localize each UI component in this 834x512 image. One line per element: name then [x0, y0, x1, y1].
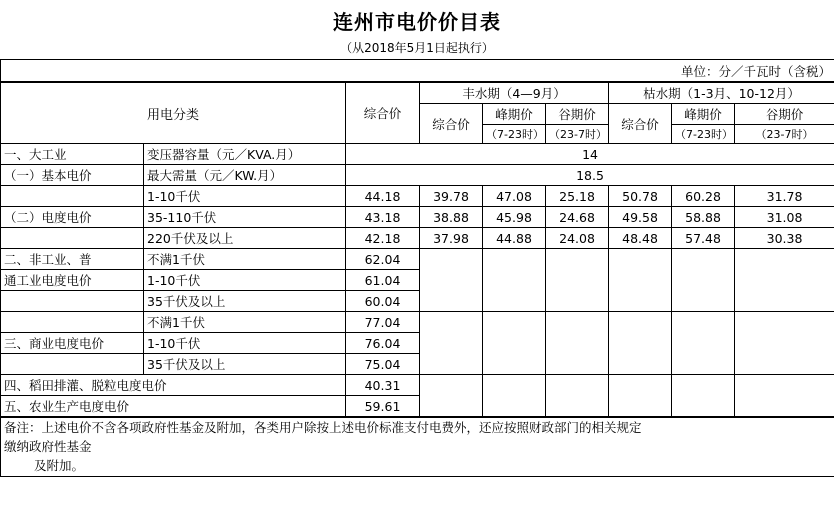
- page-title: 连州市电价价目表: [333, 10, 501, 34]
- price-table: [0, 82, 834, 417]
- cell-comprehensive: 44.18: [346, 186, 420, 207]
- cell-dry-peak: [672, 375, 735, 417]
- cell-dry-valley: [735, 312, 834, 375]
- cell-dry-comprehensive: 48.48: [609, 228, 672, 249]
- table-row: [1, 165, 834, 186]
- row-group-label: （二）电度电价: [1, 207, 144, 228]
- row-item-label: 1-10千伏: [144, 186, 346, 207]
- cell-dry-peak: [672, 312, 735, 375]
- row-group-label: [1, 291, 144, 312]
- cell-dry-peak: 60.28: [672, 186, 735, 207]
- header-dry-peak: 峰期价: [672, 104, 735, 125]
- cell-wet-comprehensive: [420, 312, 483, 375]
- page-subtitle: （从2018年5月1日起执行）: [340, 41, 494, 55]
- cell-dry-valley: 30.38: [735, 228, 834, 249]
- cell-wet-valley: 24.08: [546, 228, 609, 249]
- header-comprehensive-price: 综合价: [346, 83, 420, 144]
- note-table: [0, 417, 834, 477]
- row-group-label: 四、稻田排灌、脱粒电度电价: [1, 375, 346, 396]
- cell-wet-peak: [483, 312, 546, 375]
- row-group-label: 五、农业生产电度电价: [1, 396, 346, 417]
- note-row: [1, 418, 834, 477]
- header-dry-peak-time: （7-23时）: [672, 125, 735, 144]
- table-row: [1, 228, 834, 249]
- header-wet-valley: 谷期价: [546, 104, 609, 125]
- cell-comprehensive: 61.04: [346, 270, 420, 291]
- cell-wet-peak: [483, 249, 546, 312]
- row-item-label: 220千伏及以上: [144, 228, 346, 249]
- note-line-2: 缴纳政府性基金: [4, 438, 92, 454]
- row-merged-value: 14: [346, 144, 834, 165]
- note-cell: [1, 418, 834, 477]
- cell-dry-peak: 57.48: [672, 228, 735, 249]
- header-dry-comprehensive: 综合价: [609, 104, 672, 144]
- row-group-label: 一、大工业: [1, 144, 144, 165]
- header-category: 用电分类: [1, 83, 346, 144]
- cell-comprehensive: 60.04: [346, 291, 420, 312]
- header-dry-valley: 谷期价: [735, 104, 834, 125]
- unit-note: 单位：分／千瓦时（含税）: [1, 60, 834, 82]
- cell-dry-valley: 31.78: [735, 186, 834, 207]
- cell-comprehensive: 40.31: [346, 375, 420, 396]
- cell-dry-peak: 58.88: [672, 207, 735, 228]
- cell-wet-peak: 45.98: [483, 207, 546, 228]
- row-item-label: 35千伏及以上: [144, 354, 346, 375]
- cell-dry-valley: [735, 249, 834, 312]
- header-wet-season: 丰水期（4—9月）: [420, 83, 609, 104]
- header-dry-season: 枯水期（1-3月、10-12月）: [609, 83, 834, 104]
- cell-comprehensive: 62.04: [346, 249, 420, 270]
- header-wet-peak: 峰期价: [483, 104, 546, 125]
- row-merged-value: 18.5: [346, 165, 834, 186]
- unit-note-table: [0, 59, 834, 82]
- header-row-1: [1, 83, 834, 104]
- table-row: [1, 249, 834, 270]
- cell-dry-comprehensive: [609, 249, 672, 312]
- cell-wet-valley: [546, 312, 609, 375]
- cell-comprehensive: 43.18: [346, 207, 420, 228]
- cell-comprehensive: 59.61: [346, 396, 420, 417]
- row-item-label: 不满1千伏: [144, 312, 346, 333]
- cell-dry-valley: 31.08: [735, 207, 834, 228]
- row-item-label: 最大需量（元／KW.月）: [144, 165, 346, 186]
- cell-wet-valley: [546, 375, 609, 417]
- table-row: [1, 375, 834, 396]
- row-group-label: [1, 312, 144, 333]
- header-wet-peak-time: （7-23时）: [483, 125, 546, 144]
- row-group-label: [1, 228, 144, 249]
- cell-wet-comprehensive: 37.98: [420, 228, 483, 249]
- cell-dry-comprehensive: [609, 375, 672, 417]
- header-wet-valley-time: （23-7时）: [546, 125, 609, 144]
- cell-dry-comprehensive: 50.78: [609, 186, 672, 207]
- note-line-3: 及附加。: [34, 457, 85, 473]
- row-group-label: 三、商业电度电价: [1, 333, 144, 354]
- cell-dry-comprehensive: 49.58: [609, 207, 672, 228]
- cell-wet-comprehensive: [420, 249, 483, 312]
- row-group-label: 通工业电度电价: [1, 270, 144, 291]
- cell-dry-valley: [735, 375, 834, 417]
- cell-wet-comprehensive: [420, 375, 483, 417]
- cell-dry-peak: [672, 249, 735, 312]
- row-item-label: 35千伏及以上: [144, 291, 346, 312]
- row-group-label: （一）基本电价: [1, 165, 144, 186]
- cell-wet-peak: 47.08: [483, 186, 546, 207]
- row-item-label: 不满1千伏: [144, 249, 346, 270]
- table-row: [1, 207, 834, 228]
- row-item-label: 变压器容量（元／KVA.月）: [144, 144, 346, 165]
- cell-comprehensive: 75.04: [346, 354, 420, 375]
- cell-comprehensive: 76.04: [346, 333, 420, 354]
- row-group-label: [1, 354, 144, 375]
- note-line-1: 备注：上述电价不含各项政府性基金及附加，各类用户除按上述电价标准支付电费外，还应按照财政部门的相关规定: [4, 420, 642, 435]
- cell-comprehensive: 77.04: [346, 312, 420, 333]
- cell-wet-peak: 44.88: [483, 228, 546, 249]
- row-group-label: [1, 186, 144, 207]
- cell-wet-peak: [483, 375, 546, 417]
- cell-wet-valley: [546, 249, 609, 312]
- table-row: [1, 312, 834, 333]
- table-row: [1, 144, 834, 165]
- table-row: [1, 186, 834, 207]
- row-item-label: 35-110千伏: [144, 207, 346, 228]
- header-wet-comprehensive: 综合价: [420, 104, 483, 144]
- row-group-label: 二、非工业、普: [1, 249, 144, 270]
- unit-note-row: [1, 60, 834, 82]
- row-item-label: 1-10千伏: [144, 333, 346, 354]
- cell-wet-comprehensive: 39.78: [420, 186, 483, 207]
- header-dry-valley-time: （23-7时）: [735, 125, 834, 144]
- cell-wet-valley: 24.68: [546, 207, 609, 228]
- cell-comprehensive: 42.18: [346, 228, 420, 249]
- row-item-label: 1-10千伏: [144, 270, 346, 291]
- cell-wet-valley: 25.18: [546, 186, 609, 207]
- cell-wet-comprehensive: 38.88: [420, 207, 483, 228]
- cell-dry-comprehensive: [609, 312, 672, 375]
